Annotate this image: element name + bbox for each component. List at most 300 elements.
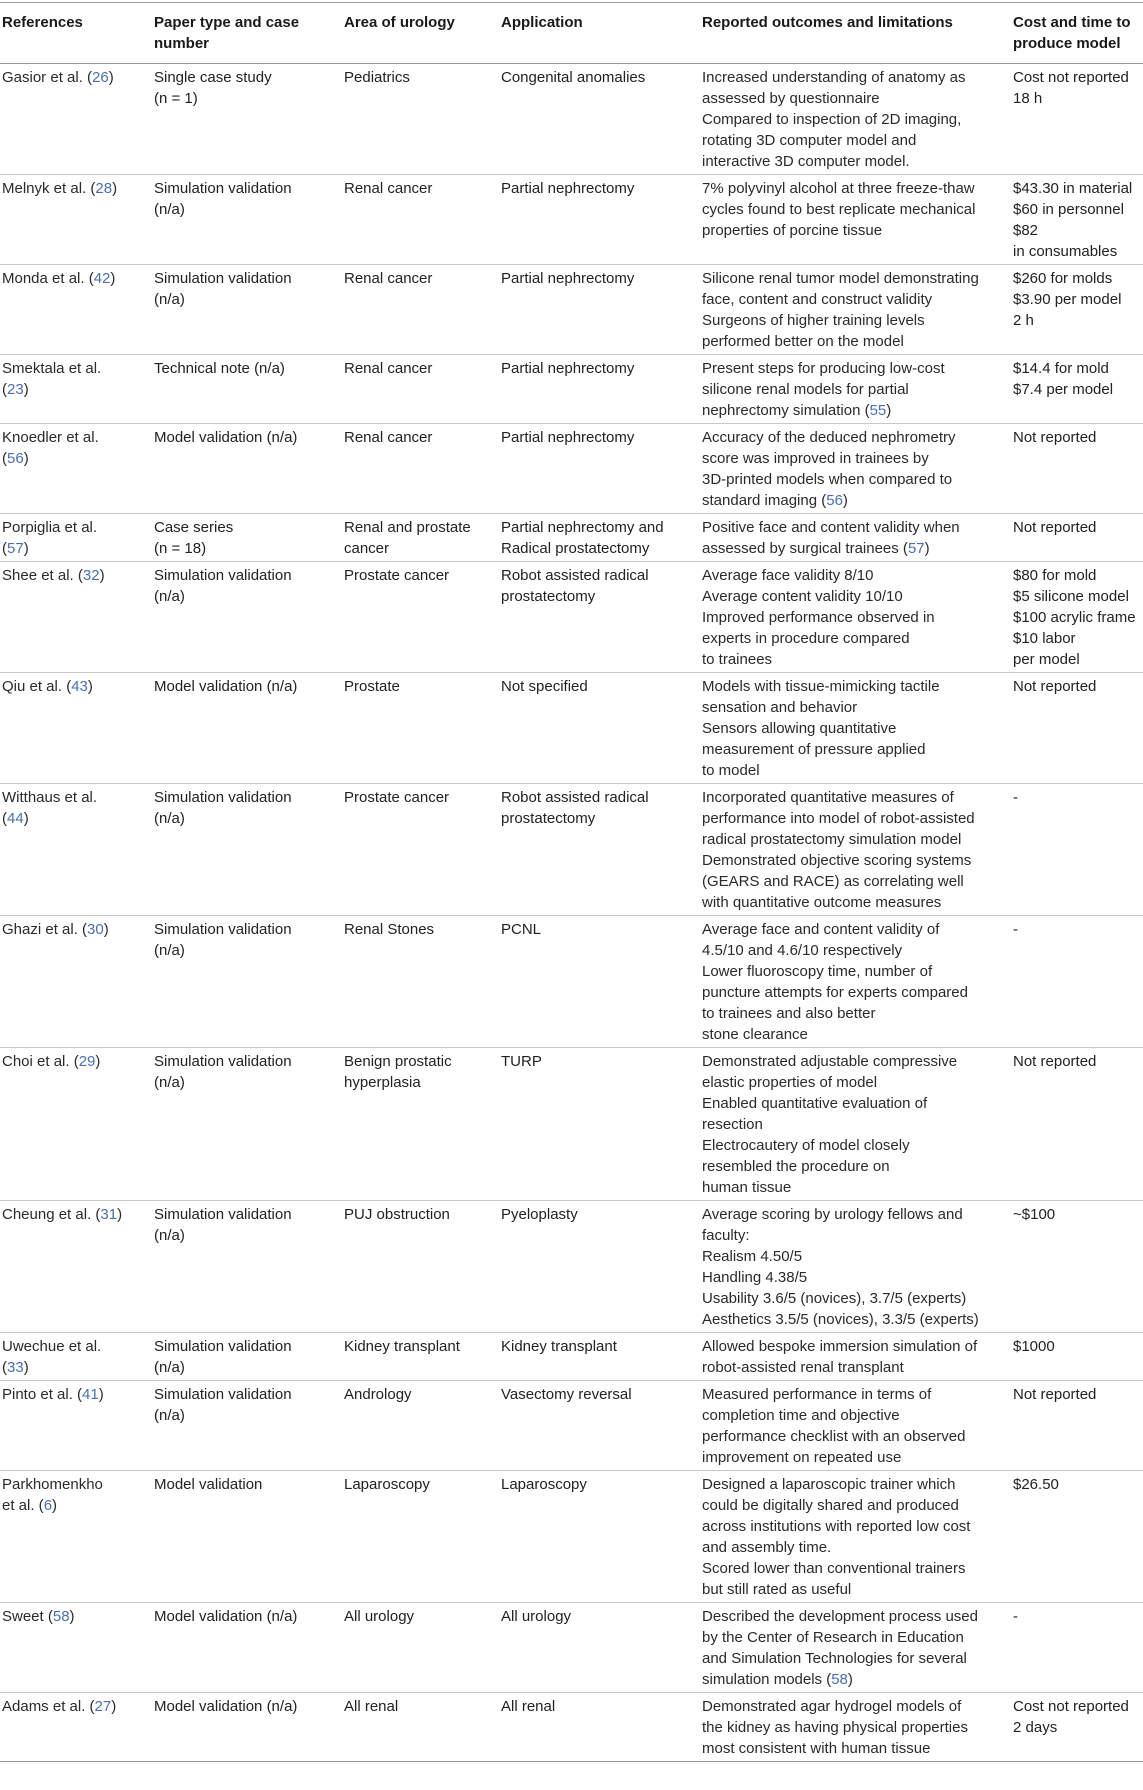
outcomes-cell-text: to model: [702, 762, 760, 779]
outcomes-cell-line: [702, 67, 1007, 88]
application-cell-line: All urology: [501, 1608, 572, 1625]
table-header: [0, 3, 1143, 64]
outcomes-cell-line: [702, 289, 1007, 310]
area-cell: [344, 1693, 501, 1762]
citation-link[interactable]: 29: [78, 1053, 96, 1070]
cost-cell: [1013, 916, 1143, 1048]
paper-type-cell-line: Case series: [154, 519, 234, 536]
cost-cell-line: ~$100: [1013, 1206, 1056, 1223]
outcomes-cell-text: across institutions with reported low cost: [702, 1518, 971, 1535]
header-paper-type: [154, 3, 344, 64]
reference-cell: [0, 1333, 154, 1381]
paper-type-cell-line: Simulation validation: [154, 1338, 292, 1355]
outcomes-cell-text: Handling 4.38/5: [702, 1269, 808, 1286]
cost-cell-line: $7.4 per model: [1013, 381, 1114, 398]
citation-link[interactable]: 58: [52, 1608, 70, 1625]
outcomes-cell-text: improvement on repeated use: [702, 1449, 902, 1466]
reference-cell-line: [2, 67, 148, 88]
reference-cell-text: Pinto et al. (: [2, 1386, 83, 1403]
header-cost: [1013, 3, 1143, 64]
area-cell-line: Benign prostatic: [344, 1053, 452, 1070]
cost-cell-line: $82: [1013, 222, 1039, 239]
outcomes-cell-line: [702, 871, 1007, 892]
header-line: Area of urology: [344, 14, 455, 31]
citation-link[interactable]: 23: [7, 381, 24, 398]
reference-cell-text: Shee et al. (: [2, 567, 83, 584]
citation-link[interactable]: 41: [82, 1386, 99, 1403]
outcomes-cell: [702, 265, 1013, 355]
reference-cell-text: ): [23, 540, 29, 557]
outcomes-cell-text: Usability 3.6/5 (novices), 3.7/5 (experts): [702, 1290, 967, 1307]
outcomes-cell-text: Scored lower than conventional trainers: [702, 1560, 966, 1577]
outcomes-cell-text: performance checklist with an observed: [702, 1428, 966, 1445]
outcomes-cell-text: Average face validity 8/10: [702, 567, 874, 584]
outcomes-cell-line: [702, 1288, 1007, 1309]
outcomes-cell-line: [702, 400, 1007, 421]
outcomes-cell-line: [702, 982, 1007, 1003]
outcomes-cell-text: Positive face and content validity when: [702, 519, 960, 536]
outcomes-cell-line: [702, 1474, 1007, 1495]
reference-cell-text: Porpiglia et al.: [2, 519, 98, 536]
citation-link[interactable]: 56: [7, 450, 24, 467]
application-cell: [501, 1381, 702, 1471]
reference-cell-text: ): [103, 921, 109, 938]
application-cell: [501, 1333, 702, 1381]
header-line: number: [154, 35, 210, 52]
reference-cell: [0, 424, 154, 514]
outcomes-cell-text: to trainees and also better: [702, 1005, 876, 1022]
reference-cell-text: ): [95, 1053, 101, 1070]
citation-link[interactable]: 42: [93, 270, 111, 287]
reference-cell-text: ): [111, 1698, 117, 1715]
header-line: References: [2, 14, 83, 31]
paper-type-cell: [154, 1201, 344, 1333]
application-cell-line: Partial nephrectomy: [501, 270, 635, 287]
outcomes-cell-line: [702, 1558, 1007, 1579]
outcomes-cell-text: Measured performance in terms of: [702, 1386, 932, 1403]
outcomes-cell-line: [702, 1003, 1007, 1024]
cost-cell: [1013, 355, 1143, 424]
outcomes-cell-text: and Simulation Technologies for several: [702, 1650, 967, 1667]
outcomes-cell-line: [702, 586, 1007, 607]
outcomes-cell: [702, 916, 1013, 1048]
reference-cell: [0, 673, 154, 784]
outcomes-cell-line: [702, 1669, 1007, 1690]
outcomes-cell-text: Aesthetics 3.5/5 (novices), 3.3/5 (experts): [702, 1311, 979, 1328]
application-cell-line: All renal: [501, 1698, 556, 1715]
citation-link[interactable]: 58: [831, 1671, 848, 1688]
citation-link[interactable]: 56: [826, 492, 843, 509]
application-cell: [501, 424, 702, 514]
outcomes-cell-line: [702, 358, 1007, 379]
reference-cell-line: [2, 1336, 148, 1357]
application-cell: [501, 1048, 702, 1201]
cost-cell-line: $80 for mold: [1013, 567, 1097, 584]
area-cell-line: Renal cancer: [344, 429, 433, 446]
paper-type-cell-line: Technical note (n/a): [154, 360, 285, 377]
outcomes-cell-line: [702, 649, 1007, 670]
reference-cell: [0, 175, 154, 265]
paper-type-cell-line: Model validation (n/a): [154, 429, 298, 446]
area-cell: [344, 265, 501, 355]
reference-cell: [0, 916, 154, 1048]
area-cell: [344, 1201, 501, 1333]
outcomes-cell-text: Present steps for producing low-cost: [702, 360, 945, 377]
cost-cell-line: $1000: [1013, 1338, 1055, 1355]
outcomes-cell: [702, 1693, 1013, 1762]
cost-cell-line: Cost not reported: [1013, 69, 1129, 86]
outcomes-cell-line: [702, 199, 1007, 220]
outcomes-cell-text: human tissue: [702, 1179, 792, 1196]
citation-link[interactable]: 55: [869, 402, 887, 419]
cost-cell-line: 18 h: [1013, 90, 1043, 107]
cost-cell: [1013, 562, 1143, 673]
area-cell: [344, 175, 501, 265]
outcomes-cell-text: by the Center of Research in Education: [702, 1629, 964, 1646]
outcomes-cell-line: [702, 1384, 1007, 1405]
outcomes-cell-text: Demonstrated agar hydrogel models of: [702, 1698, 962, 1715]
outcomes-cell-line: [702, 1405, 1007, 1426]
paper-type-cell: [154, 673, 344, 784]
table-row: [0, 175, 1143, 265]
reference-cell-text: ): [98, 1386, 104, 1403]
application-cell-line: PCNL: [501, 921, 542, 938]
outcomes-cell-line: [702, 538, 1007, 559]
citation-link[interactable]: 33: [7, 1359, 24, 1376]
area-cell: [344, 1381, 501, 1471]
paper-type-cell-line: (n = 1): [154, 90, 198, 107]
outcomes-cell-line: [702, 676, 1007, 697]
reference-cell-text: Cheung et al. (: [2, 1206, 101, 1223]
cost-cell-line: Not reported: [1013, 519, 1097, 536]
outcomes-cell-line: [702, 1114, 1007, 1135]
outcomes-cell-text: Realism 4.50/5: [702, 1248, 803, 1265]
reference-cell-text: ): [99, 567, 105, 584]
paper-type-cell: [154, 1693, 344, 1762]
outcomes-cell-line: [702, 1516, 1007, 1537]
application-cell-line: Vasectomy reversal: [501, 1386, 632, 1403]
area-cell: [344, 64, 501, 175]
outcomes-cell-text: 7% polyvinyl alcohol at three freeze-thaw: [702, 180, 975, 197]
outcomes-cell: [702, 1381, 1013, 1471]
table-row: [0, 1048, 1143, 1201]
application-cell: [501, 64, 702, 175]
table-row: [0, 916, 1143, 1048]
reference-cell-text: Sweet (: [2, 1608, 53, 1625]
outcomes-cell: [702, 175, 1013, 265]
citation-link[interactable]: 43: [71, 678, 88, 695]
application-cell: [501, 1201, 702, 1333]
cost-cell-line: Not reported: [1013, 1053, 1097, 1070]
outcomes-cell-line: [702, 829, 1007, 850]
reference-cell-line: [2, 565, 148, 586]
outcomes-cell-text: standard imaging (: [702, 492, 827, 509]
paper-type-cell-line: Simulation validation: [154, 180, 292, 197]
reference-cell-text: ): [23, 1359, 29, 1376]
reference-cell-text: (: [2, 810, 7, 827]
reference-cell-line: [2, 1204, 148, 1225]
table-row: [0, 1693, 1143, 1762]
header-line: Reported outcomes and limitations: [702, 14, 953, 31]
reference-cell-text: (: [2, 381, 7, 398]
outcomes-cell-line: [702, 1024, 1007, 1045]
paper-type-cell: [154, 1603, 344, 1693]
outcomes-cell-line: [702, 1648, 1007, 1669]
citation-link[interactable]: 6: [43, 1497, 53, 1514]
area-cell-line: Pediatrics: [344, 69, 410, 86]
outcomes-cell-line: [702, 1246, 1007, 1267]
reference-cell-text: ): [23, 810, 29, 827]
reference-cell: [0, 1381, 154, 1471]
paper-type-cell: [154, 1381, 344, 1471]
paper-type-cell-line: (n/a): [154, 942, 185, 959]
outcomes-cell-line: [702, 1072, 1007, 1093]
reference-cell-text: Qiu et al. (: [2, 678, 72, 695]
outcomes-cell-line: [702, 310, 1007, 331]
reference-cell: [0, 1603, 154, 1693]
outcomes-cell-text: stone clearance: [702, 1026, 808, 1043]
area-cell: [344, 514, 501, 562]
reference-cell-line: [2, 676, 148, 697]
paper-type-cell-line: (n = 18): [154, 540, 207, 557]
outcomes-cell-line: [702, 940, 1007, 961]
paper-type-cell-line: Simulation validation: [154, 567, 292, 584]
paper-type-cell: [154, 1048, 344, 1201]
outcomes-cell-text: interactive 3D computer model.: [702, 153, 910, 170]
outcomes-cell: [702, 784, 1013, 916]
outcomes-cell-line: [702, 130, 1007, 151]
paper-type-cell: [154, 784, 344, 916]
citation-link[interactable]: 57: [907, 540, 925, 557]
reference-cell-text: et al. (: [2, 1497, 44, 1514]
outcomes-cell-text: rotating 3D computer model and: [702, 132, 917, 149]
paper-type-cell-line: (n/a): [154, 201, 185, 218]
cost-cell-line: -: [1013, 789, 1018, 806]
outcomes-cell-line: [702, 88, 1007, 109]
paper-type-cell-line: (n/a): [154, 1359, 185, 1376]
reference-cell-text: Monda et al. (: [2, 270, 94, 287]
cost-cell-line: $10 labor: [1013, 630, 1076, 647]
area-cell-line: All urology: [344, 1608, 415, 1625]
outcomes-cell-line: [702, 892, 1007, 913]
outcomes-cell-text: ): [886, 402, 892, 419]
cost-cell: [1013, 1201, 1143, 1333]
reference-cell-text: (: [2, 450, 7, 467]
outcomes-cell-line: [702, 697, 1007, 718]
reference-cell-line: [2, 448, 148, 469]
cost-cell-line: $14.4 for mold: [1013, 360, 1109, 377]
outcomes-cell-text: Described the development process used: [702, 1608, 978, 1625]
citation-link[interactable]: 27: [94, 1698, 112, 1715]
outcomes-cell-line: [702, 919, 1007, 940]
area-cell: [344, 784, 501, 916]
reference-cell: [0, 64, 154, 175]
outcomes-cell-text: measurement of pressure applied: [702, 741, 926, 758]
cost-cell: [1013, 1048, 1143, 1201]
table-row: [0, 673, 1143, 784]
paper-type-cell: [154, 64, 344, 175]
cost-cell: [1013, 1693, 1143, 1762]
citation-link[interactable]: 44: [7, 810, 24, 827]
area-cell-line: Kidney transplant: [344, 1338, 460, 1355]
outcomes-cell-text: robot-assisted renal transplant: [702, 1359, 904, 1376]
header-application: [501, 3, 702, 64]
table-row: [0, 1381, 1143, 1471]
reference-cell-line: [2, 808, 148, 829]
paper-type-cell-line: (n/a): [154, 1074, 185, 1091]
outcomes-cell-line: [702, 1204, 1007, 1225]
outcomes-cell-line: [702, 628, 1007, 649]
reference-cell-line: [2, 1051, 148, 1072]
paper-type-cell: [154, 175, 344, 265]
reference-cell-text: Melnyk et al. (: [2, 180, 96, 197]
outcomes-cell-text: but still rated as useful: [702, 1581, 852, 1598]
area-cell-line: Renal and prostate: [344, 519, 471, 536]
area-cell-line: Renal cancer: [344, 360, 433, 377]
application-cell-line: Laparoscopy: [501, 1476, 587, 1493]
reference-cell: [0, 514, 154, 562]
outcomes-cell-line: [702, 739, 1007, 760]
outcomes-cell-text: 3D-printed models when compared to: [702, 471, 953, 488]
outcomes-cell-line: [702, 379, 1007, 400]
reference-cell: [0, 1471, 154, 1603]
outcomes-cell-text: Demonstrated objective scoring systems: [702, 852, 972, 869]
reference-cell-line: [2, 358, 148, 379]
cost-cell: [1013, 784, 1143, 916]
application-cell-line: Kidney transplant: [501, 1338, 617, 1355]
header-references: [0, 3, 154, 64]
paper-type-cell: [154, 514, 344, 562]
outcomes-cell-text: assessed by questionnaire: [702, 90, 880, 107]
references-table: [0, 2, 1143, 1762]
outcomes-cell-text: performed better on the model: [702, 333, 904, 350]
outcomes-cell-line: [702, 1177, 1007, 1198]
outcomes-cell: [702, 673, 1013, 784]
citation-link[interactable]: 30: [87, 921, 104, 938]
reference-cell-text: Knoedler et al.: [2, 429, 99, 446]
outcomes-cell-line: [702, 1225, 1007, 1246]
paper-type-cell-line: Model validation: [154, 1476, 263, 1493]
table-row: [0, 784, 1143, 916]
reference-cell-text: ): [87, 678, 93, 695]
paper-type-cell-line: (n/a): [154, 810, 185, 827]
outcomes-cell-text: faculty:: [702, 1227, 750, 1244]
table-row: [0, 424, 1143, 514]
outcomes-cell-line: [702, 1135, 1007, 1156]
application-cell-line: Partial nephrectomy: [501, 360, 635, 377]
outcomes-cell-line: [702, 607, 1007, 628]
outcomes-cell-line: [702, 808, 1007, 829]
application-cell: [501, 784, 702, 916]
paper-type-cell-line: Simulation validation: [154, 1053, 292, 1070]
cost-cell: [1013, 424, 1143, 514]
reference-cell: [0, 355, 154, 424]
outcomes-cell-text: Sensors allowing quantitative: [702, 720, 897, 737]
paper-type-cell-line: Model validation (n/a): [154, 1608, 298, 1625]
area-cell: [344, 1333, 501, 1381]
outcomes-cell-text: elastic properties of model: [702, 1074, 878, 1091]
outcomes-cell: [702, 514, 1013, 562]
cost-cell-line: Cost not reported: [1013, 1698, 1129, 1715]
reference-cell-line: [2, 1606, 148, 1627]
application-cell-line: Pyeloplasty: [501, 1206, 578, 1223]
application-cell-line: Radical prostatectomy: [501, 540, 650, 557]
citation-link[interactable]: 31: [100, 1206, 118, 1223]
cost-cell-line: 2 days: [1013, 1719, 1058, 1736]
citation-link[interactable]: 32: [82, 567, 100, 584]
reference-cell-text: ): [117, 1206, 123, 1223]
outcomes-cell-text: Electrocautery of model closely: [702, 1137, 910, 1154]
reference-cell-text: (: [2, 1359, 7, 1376]
outcomes-cell-text: (GEARS and RACE) as correlating well: [702, 873, 964, 890]
paper-type-cell-line: Simulation validation: [154, 1206, 292, 1223]
outcomes-cell-line: [702, 1426, 1007, 1447]
outcomes-cell-text: score was improved in trainees by: [702, 450, 929, 467]
outcomes-cell-text: could be digitally shared and produced: [702, 1497, 959, 1514]
outcomes-cell-line: [702, 109, 1007, 130]
outcomes-cell-line: [702, 268, 1007, 289]
application-cell: [501, 562, 702, 673]
outcomes-cell-line: [702, 220, 1007, 241]
reference-cell: [0, 784, 154, 916]
header-line: Cost and time to: [1013, 14, 1131, 31]
outcomes-cell-text: cycles found to best replicate mechanical: [702, 201, 976, 218]
reference-cell-text: (: [2, 540, 7, 557]
area-cell: [344, 1471, 501, 1603]
outcomes-cell-line: [702, 1495, 1007, 1516]
outcomes-cell-text: ): [847, 1671, 853, 1688]
reference-cell-text: ): [52, 1497, 58, 1514]
paper-type-cell-line: Simulation validation: [154, 789, 292, 806]
citation-link[interactable]: 26: [92, 69, 109, 86]
reference-cell-line: [2, 1357, 148, 1378]
cost-cell-line: -: [1013, 1608, 1018, 1625]
reference-cell-text: Choi et al. (: [2, 1053, 79, 1070]
outcomes-cell-line: [702, 1627, 1007, 1648]
header-area: [344, 3, 501, 64]
citation-link[interactable]: 28: [95, 180, 113, 197]
citation-link[interactable]: 57: [7, 540, 24, 557]
reference-cell-text: Parkhomenkho: [2, 1476, 103, 1493]
area-cell: [344, 673, 501, 784]
outcomes-cell-text: most consistent with human tissue: [702, 1740, 931, 1757]
reference-cell-line: [2, 1384, 148, 1405]
paper-type-cell-line: Simulation validation: [154, 921, 292, 938]
outcomes-cell-text: puncture attempts for experts compared: [702, 984, 968, 1001]
outcomes-cell-line: [702, 961, 1007, 982]
outcomes-cell-line: [702, 331, 1007, 352]
table-row: [0, 1201, 1143, 1333]
paper-type-cell-line: Model validation (n/a): [154, 678, 298, 695]
header-line: produce model: [1013, 35, 1121, 52]
outcomes-cell-text: performance into model of robot-assisted: [702, 810, 975, 827]
application-cell-line: Congenital anomalies: [501, 69, 646, 86]
cost-cell-line: Not reported: [1013, 678, 1097, 695]
outcomes-cell-text: experts in procedure compared: [702, 630, 910, 647]
outcomes-cell-text: Average face and content validity of: [702, 921, 940, 938]
cost-cell: [1013, 1333, 1143, 1381]
outcomes-cell-line: [702, 850, 1007, 871]
reference-cell: [0, 562, 154, 673]
table-row: [0, 1603, 1143, 1693]
application-cell: [501, 1603, 702, 1693]
area-cell-line: Prostate cancer: [344, 567, 450, 584]
cost-cell: [1013, 514, 1143, 562]
outcomes-cell-text: simulation models (: [702, 1671, 832, 1688]
outcomes-cell-line: [702, 718, 1007, 739]
table-row: [0, 514, 1143, 562]
outcomes-cell-line: [702, 1309, 1007, 1330]
